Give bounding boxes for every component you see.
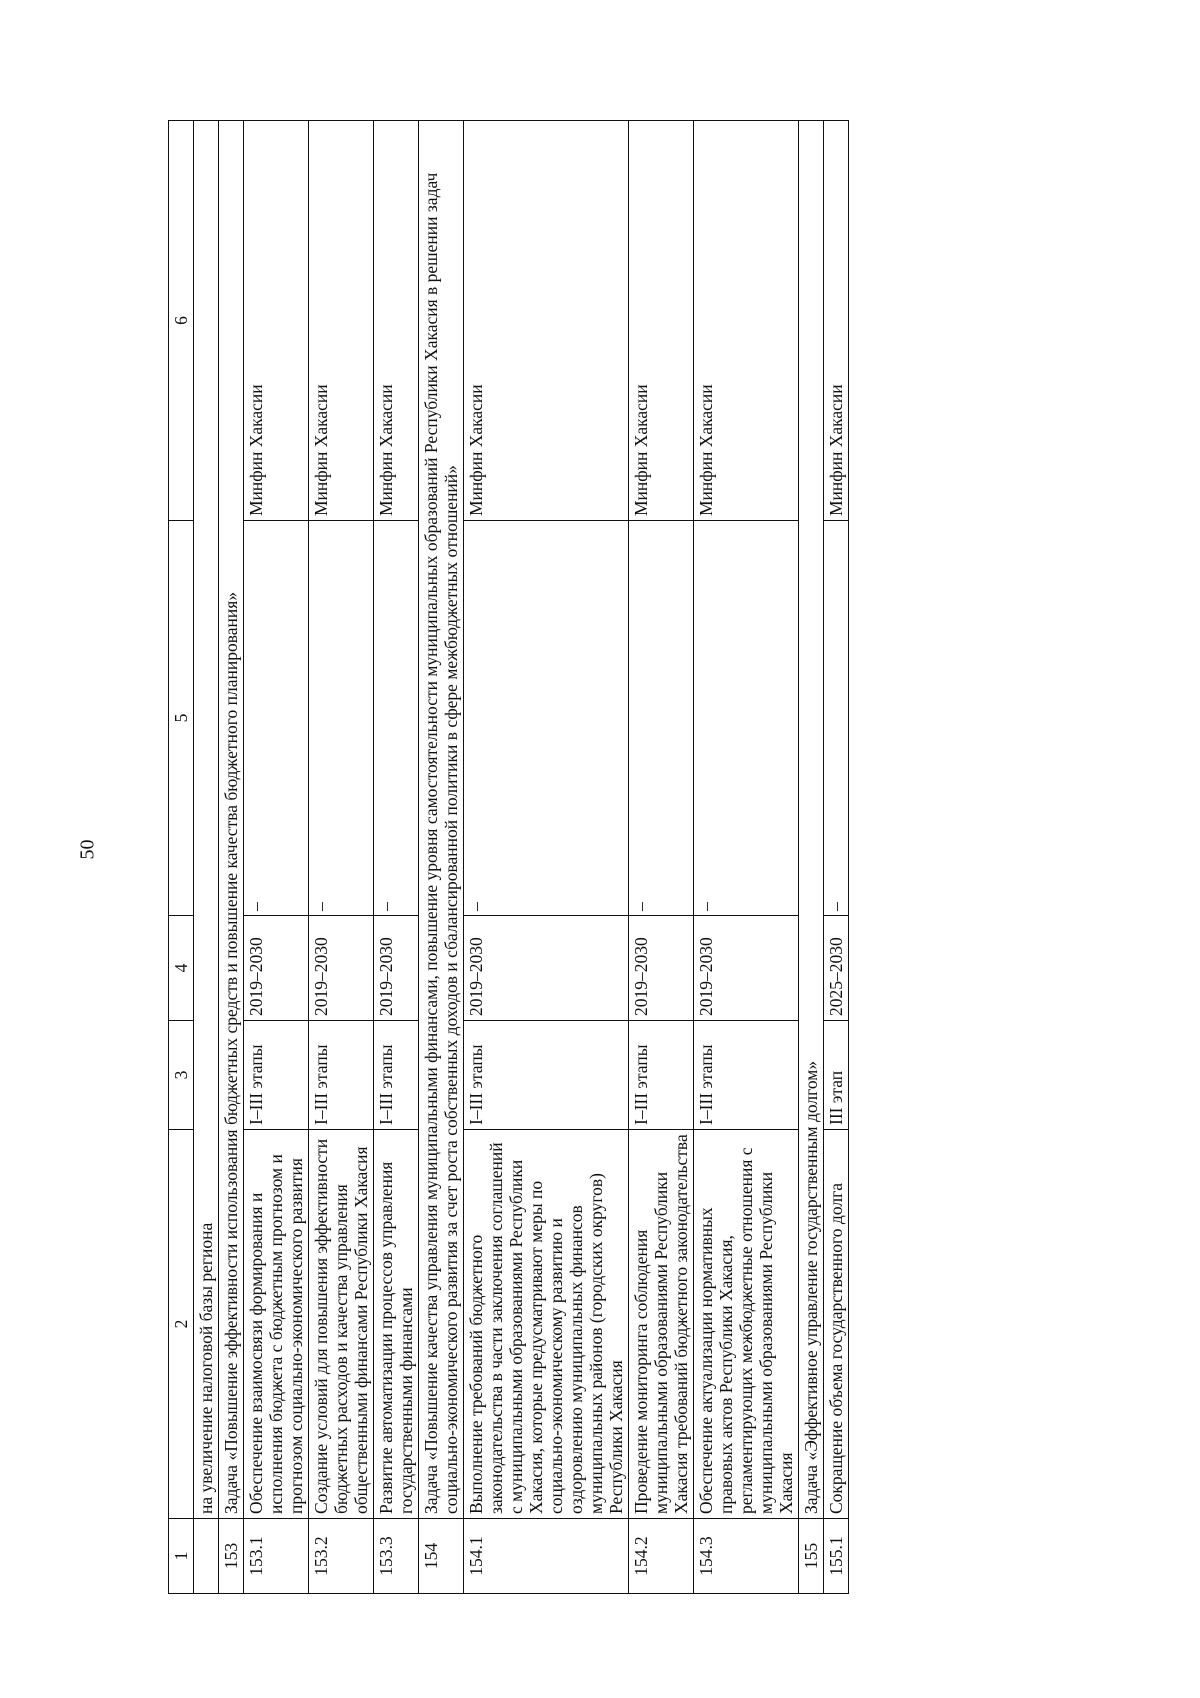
row-col5: –: [464, 521, 629, 916]
row-stage: I–III этапы: [464, 1021, 629, 1130]
column-header-3: 3: [169, 1021, 194, 1130]
row-col5: –: [244, 521, 309, 916]
task-row: [219, 121, 244, 1594]
row-number: 154.2: [629, 1519, 694, 1594]
page-number: 50: [76, 839, 99, 860]
continuation-row: [194, 121, 219, 1594]
task-title: Задача «Повышение качества управления муниципальными финансами, повышение уровня самостоятельности муниципальных образований Республики Хакасия в решении задач социально-экономического развития за счет роста собственных доходов и сбалансированной политики в сфере межбюджетных отношений»: [419, 121, 464, 1519]
row-responsible: Минфин Хакасии: [374, 121, 419, 521]
column-header-1: 1: [169, 1519, 194, 1594]
task-title: Задача «Эффективное управление государственным долгом»: [799, 121, 824, 1519]
row-stage: I–III этапы: [629, 1021, 694, 1130]
row-period: 2019–2030: [309, 916, 374, 1021]
table-sheet: [168, 120, 1052, 1594]
row-col5: –: [694, 521, 799, 916]
row-responsible: Минфин Хакасии: [629, 121, 694, 521]
row-number: 154.3: [694, 1519, 799, 1594]
row-period: 2019–2030: [244, 916, 309, 1021]
row-description: Развитие автоматизации процессов управления государственными финансами: [374, 1130, 419, 1519]
row-responsible: Минфин Хакасии: [694, 121, 799, 521]
task-row: [419, 121, 464, 1594]
row-description: Создание условий для повышения эффективности бюджетных расходов и качества управления общественными финансами Республики Хакасия: [309, 1130, 374, 1519]
row-description: Сокращение объема государственного долга: [824, 1130, 849, 1519]
row-stage: I–III этапы: [309, 1021, 374, 1130]
table-row: [244, 121, 309, 1594]
row-number: [194, 1519, 219, 1594]
row-description: Обеспечение актуализации нормативных правовых актов Республики Хакасия, регламентирующих межбюджетные отношения с муниципальными образованиями Республики Хакасия: [694, 1130, 799, 1519]
row-number: 153.2: [309, 1519, 374, 1594]
table-row: [824, 121, 849, 1594]
row-col5: –: [374, 521, 419, 916]
row-description: Проведение мониторинга соблюдения муниципальными образованиями Республики Хакасия требований бюджетного законодательства: [629, 1130, 694, 1519]
table-row: [629, 121, 694, 1594]
row-col5: –: [629, 521, 694, 916]
row-stage: I–III этапы: [374, 1021, 419, 1130]
row-stage: III этап: [824, 1021, 849, 1130]
row-stage: I–III этапы: [694, 1021, 799, 1130]
header-row: [169, 121, 194, 1594]
plan-table: [168, 120, 849, 1594]
column-header-6: 6: [169, 121, 194, 521]
row-number: 155: [799, 1519, 824, 1594]
row-period: 2019–2030: [464, 916, 629, 1021]
row-responsible: Минфин Хакасии: [464, 121, 629, 521]
table-row: [464, 121, 629, 1594]
row-col5: –: [824, 521, 849, 916]
row-number: 153.1: [244, 1519, 309, 1594]
table-body: [194, 121, 849, 1594]
table-row: [309, 121, 374, 1594]
column-header-2: 2: [169, 1130, 194, 1519]
row-col5: –: [309, 521, 374, 916]
column-header-4: 4: [169, 916, 194, 1021]
row-description: Обеспечение взаимосвязи формирования и исполнения бюджета с бюджетным прогнозом и прогнозом социально-экономического развития: [244, 1130, 309, 1519]
row-number: 154.1: [464, 1519, 629, 1594]
row-period: 2025–2030: [824, 916, 849, 1021]
task-row: [799, 121, 824, 1594]
row-number: 154: [419, 1519, 464, 1594]
row-number: 155.1: [824, 1519, 849, 1594]
row-period: 2019–2030: [629, 916, 694, 1021]
row-description: Выполнение требований бюджетного законодательства в части заключения соглашений с муниципальными образованиями Республики Хакасия, которые предусматривают меры по социально-экономическому развитию и оздоровлению муниципальных финансов муниципальных районов (городских округов) Республики Хакасия: [464, 1130, 629, 1519]
column-header-5: 5: [169, 521, 194, 916]
row-responsible: Минфин Хакасии: [244, 121, 309, 521]
table-row: [374, 121, 419, 1594]
row-period: 2019–2030: [694, 916, 799, 1021]
row-responsible: Минфин Хакасии: [309, 121, 374, 521]
task-title: Задача «Повышение эффективности использования бюджетных средств и повышение качества бюджетного планирования»: [219, 121, 244, 1519]
row-period: 2019–2030: [374, 916, 419, 1021]
continuation-text: на увеличение налоговой базы региона: [194, 121, 219, 1519]
row-stage: I–III этапы: [244, 1021, 309, 1130]
row-number: 153.3: [374, 1519, 419, 1594]
row-number: 153: [219, 1519, 244, 1594]
row-responsible: Минфин Хакасии: [824, 121, 849, 521]
table-row: [694, 121, 799, 1594]
